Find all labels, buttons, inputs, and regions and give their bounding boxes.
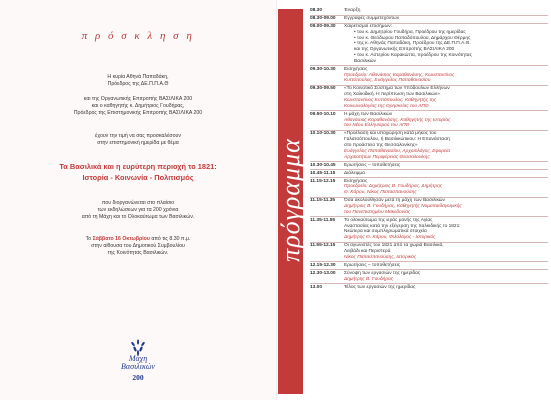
program-speaker: του Πανεπιστημίου Μακεδονίας [344,209,411,215]
program-text: Οι αγωνιστές του 1821 από τα χωριά Βασιλικά, [344,243,444,249]
program-text: • του κ. Δημητρίου Γουδήρα, Προέδρου της ημερίδας [354,29,466,35]
invitation-line: από τη Μάχη και το Ολοκαύτωμα των Βασιλικών. [81,214,195,220]
program-speaker: Προεδρείο: Δημήτριος Β. Γουδήρας, Δημήτρης [344,184,443,190]
invitation-line: της Κοινότητας Βασιλικών. [107,250,169,256]
program-description [344,263,548,269]
invitation-line: έχουν την τιμή να σας προσκαλέσουν [95,133,181,139]
program-speaker: Προεδρείο: Αθανάσιος Καραθανάσης, Κωνσταντίνος [344,72,455,78]
program-title: πρόγραμμα [276,138,305,262]
program-description [344,243,548,260]
program-description [344,198,548,215]
program-time: 09.50-10.10 [310,111,336,117]
program-text: Χαιρετισμοί επισήμων: [344,24,393,29]
program-time: 12.15-12.30 [310,262,336,268]
program-speaker: Δημήτρης Θ. Κάρου, Φιλόλογος - Ιστορικός [344,235,436,241]
invitation-line: στην αίθουσα του Δημοτικού Συμβουλίου [91,243,185,249]
program-text: Βασιλικών [354,58,376,64]
program-description [344,271,548,283]
program-text: «Το Κοινοτικό Σύστημα των Υπόδουλων Ελλήνων [344,86,450,92]
program-description [344,163,548,169]
invitation-line: Η κυρία Αθηνά Παπαδάκη, [107,74,169,80]
machi-vasilikon-logo: Μάχη Βασιλικών 200 [112,338,164,390]
program-description [344,112,548,129]
program-text: Γαλατσόπουλου, ή Βασιλικώτικου: Η Επανάσταση [344,137,450,143]
program-speaker: Αρχαιοτήτων Περιφέρειας Θεσσαλονίκης [344,154,430,160]
program-text: Λειβάδι και Περιστερά [344,248,391,254]
program-speaker: Κωνσταντίνος Κυττόπουλος, Καθηγητής της [344,97,437,103]
program-text: Σύνοψη των εργασιών της ημερίδας [344,270,421,276]
program-speaker: Κοινωνιολογίας της Θρησκείας του ΑΠΘ [344,103,429,109]
program-time: 08.30-09.00 [310,16,336,21]
program-description [344,67,548,84]
program-speaker: Κυττόπουλος, Ευάγγελος Παπαθανασίου [344,78,431,84]
program-text: «Προέλαση και υποχώρηση κατά μήκος του [344,131,437,137]
program-text: Εισηγήσεις [344,66,368,72]
event-date: Σάββατο 16 Οκτωβρίου [92,236,150,242]
invitation-title: π ρ ό σ κ λ η σ η [81,30,195,42]
program-time: 09.30-10.30 [310,66,336,72]
program-text: Έναρξη [344,8,361,13]
program-description [344,24,548,65]
program-description [344,131,548,160]
program-schedule [310,0,551,400]
program-text: Όσα ακολούθησαν μετά τη μάχη των Βασιλικών [344,198,445,204]
program-description [344,8,548,14]
program-speaker: Δημήτρης Β. Γουδήρας [344,276,394,282]
program-speaker: Θ. Κάρου, Νίκος Παπασπανούσης [344,190,417,196]
program-text: Εισηγήσεις [344,178,368,184]
invitation-line: και της Οργανωτικής Επιτροπής ΒΑΣΙΛΙΚΑ 200 [83,96,193,102]
program-text: • της κ. Αθηνάς Παπαδάκη, Προέδρου της ΔΕ.Π.Π.Α.Θ. [354,41,471,47]
program-time: 10.10-10.30 [310,131,336,137]
program-speaker: του Νέου Ελληνισμού του ΑΠΘ [344,123,410,129]
program-time: 10.45-11.15 [310,170,336,176]
invitation-line: των εκδηλώσεων για τα 200 χρόνια [97,207,179,213]
program-description [344,86,548,109]
program-text: στη Χαλκιδική. Η περίπτωση των Βασιλικών» [344,92,440,98]
program-text: Το ολοκαύτωμα της ιεράς μονής της Αγίας [344,217,433,223]
program-text: • του κ. Αστερίου Καρακώττα, προέδρου της Κοινότητας [354,52,472,58]
program-speaker: Αθανάσιος Καραθανάσης, Καθηγητής της Ιστορίας [344,117,451,123]
program-text: Αναστασίας κατά την εξέγερση της Χαλκιδικής το 1821: [344,223,461,229]
program-time: 13.00 [310,284,323,290]
program-description [344,179,548,196]
program-description [344,285,548,291]
program-text: Εγγραφές συμμετεχόντων [344,16,400,21]
program-time: 10.30-10.45 [310,162,336,168]
event-date-line: Το Σάββατο 16 Οκτωβρίου από τις 8.30 π.μ. [85,236,191,242]
invitation-line: που διοργανώνεται στο πλαίσιο [101,200,175,206]
invitation-line: και ο καθηγητής κ. Δημήτριος Γουδήρας, [91,103,185,109]
event-subtitle: Ιστορία - Κοινωνία - Πολιτισμός [82,173,194,182]
program-text: Νεώτερα και συμπληρωματικά στοιχεία [344,229,427,235]
event-title: Τα Βασιλικά και η ευρύτερη περιοχή το 1821: [59,162,217,171]
program-text: • του κ. Θεόδωρου Παπαδόπουλου, Δημάρχου Θέρμης [354,35,471,41]
invitation-line: στην επιστημονική ημερίδα με θέμα [97,140,179,146]
program-text: και της Οργανωτικής Επιτροπής ΒΑΣΙΛΙΚΑ 200 [354,47,455,53]
program-text: στο προάστειο της Θεσσαλονίκης» [344,142,418,148]
program-speaker: Νίκος Παπασπανούσης, Ιστορικός [344,254,417,260]
program-time: 11.35-11.55 [310,217,336,223]
program-time: 11.15-11.35 [310,198,336,204]
program-time: 09.30-09.50 [310,86,336,92]
program-time: 11.55-12.15 [310,243,336,249]
program-text: Τέλος των εργασιών της ημερίδας [344,284,416,290]
program-text: Ερωτήσεις – τοποθετήσεις [344,162,401,168]
program-time: 08.30 [310,8,323,13]
program-time: 12.30-13.00 [310,270,336,276]
program-description [344,16,548,22]
program-speaker: Ευάγγελος Παπαθανασίου, Αρχαιολόγος, Εφορεία [344,148,450,154]
invitation-line: Πρόεδρος της Επιστημονικής Επιτροπής ΒΑΣΙΛΙΚΑ 200 [73,110,203,116]
invitation-line: Πρόεδρος της ΔΕ.Π.Π.Α.Θ [107,81,169,87]
program-time: 11.15-12.15 [310,178,336,184]
program-description [344,218,548,241]
program-speaker: Δημήτριος Β. Γουδήρας, Καθηγητής Νομοπαιδαγωγικής [344,203,462,209]
program-text: Διάλειμμα [344,170,365,176]
program-text: Η μάχη των Βασιλικών [344,111,393,117]
program-text: Ερωτήσεις – τοποθετήσεις [344,262,401,268]
program-time: 09.00-09.30 [310,24,336,29]
program-description [344,171,548,177]
